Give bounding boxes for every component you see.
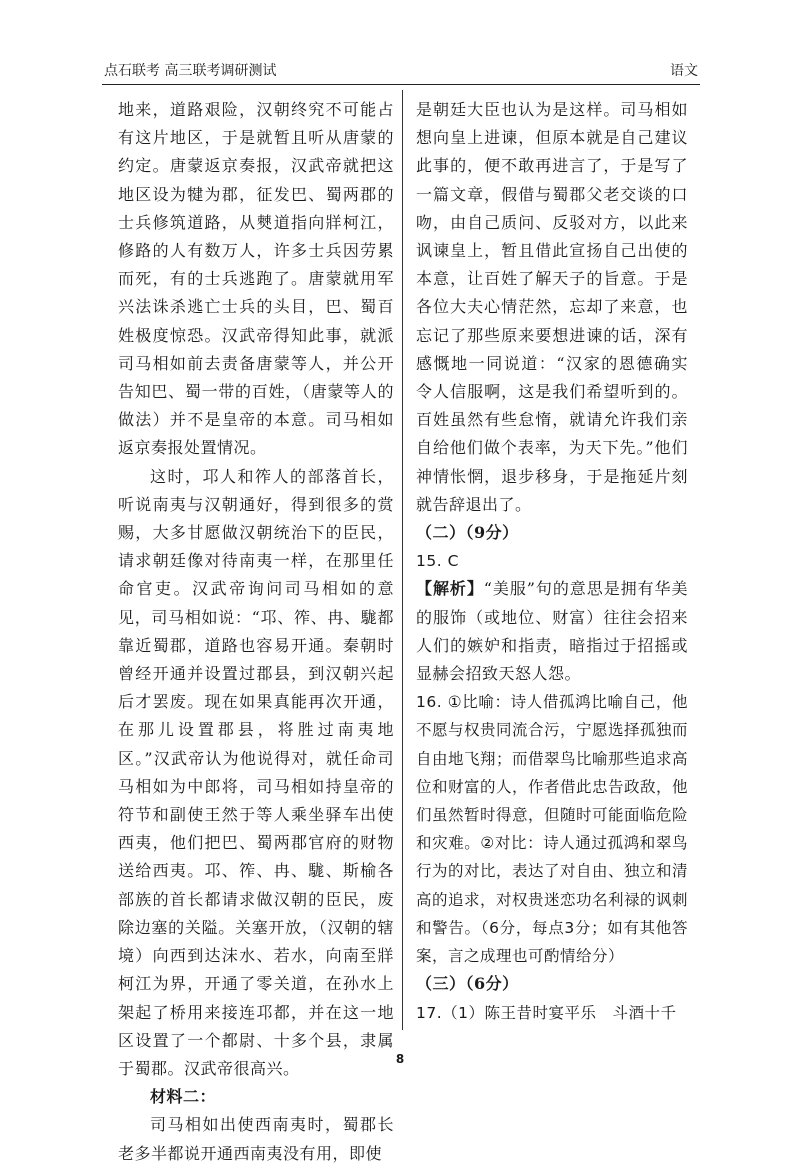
- answer-16: 16. ①比喻：诗人借孤鸿比喻自己，他不愿与权贵同流合污，宁愿选择孤独而自由地飞翔；而借翠鸟比喻那些追求高位和财富的人，作者借此忠告政敌，他们虽然暂时得意，但随时可能面临危险和灾难。②对比：诗人通过孤鸿和翠鸟行为的对比，表达了对自由、独立和清高的追求，对权贵迷恋功名利禄的讽刺和警告。（6分，每点3分；如有其他答案，言之成理也可酌情给分）: [416, 693, 689, 966]
- paragraph: 这时，邛人和筰人的部落首长，听说南夷与汉朝通好，得到很多的赏赐，大多甘愿做汉朝统治下的臣民，请求朝廷像对待南夷一样，在那里任命官吏。汉武帝询问司马相如的意见，司马相如说：“邛、筰、冉、駹都靠近蜀郡，道路也容易开通。秦朝时曾经开通并设置过郡县，到汉朝兴起后才罢废。现在如果真能再次开通，在那儿设置郡县，将胜过南夷地区。”汉武帝认为他说得对，就任命司马相如为中郎将，司马相如持皇帝的符节和副使王然于等人乘坐驿车出使西夷，他们把巴、蜀两郡官府的财物送给西夷。邛、筰、冉、駹、斯榆各部族的首长都请求做汉朝的臣民，废除边塞的关隘。关塞开放，（汉朝的辖境）向西到达沫水、若水，向南至牂柯江为界，开通了零关道，在孙水上架起了桥用来接连邛都，并在这一地区设置了一个都尉、十多个县，隶属于蜀郡。汉武帝很高兴。: [118, 466, 394, 1078]
- page-header: [102, 58, 700, 85]
- answer-17: 17.（1）陈王昔时宴平乐 斗酒十千: [416, 1003, 677, 1022]
- material-heading: 材料二：: [150, 1087, 217, 1107]
- exam-title: 点石联考 高三联考调研测试: [104, 63, 277, 79]
- analysis-text: “美服”句的意思是拥有华美的服饰（或地位、财富）往往会招来人们的嫉妒和指责，暗指过于招摇或显赫会招致天怒人怨。: [416, 579, 688, 684]
- paragraph: 是朝廷大臣也认为是这样。司马相如想向皇上进谏，但原本就是自己建议此事的，便不敢再进言了，于是写了一篇文章，假借与蜀郡父老交谈的口吻，由自己质问、反驳对方，以此来讽谏皇上，暂且借此宣扬自己出使的本意，让百姓了解天子的旨意。于是各位大夫心情茫然，忘却了来意，也忘记了那些原来要想进谏的话，深有感慨地一同说道：“汉家的恩德确实令人信服啊，这是我们希望听到的。百姓虽然有些怠惰，就请允许我们亲自给他们做个表率，为天下先。”他们神情怅惘，退步移身，于是拖延片刻就告辞退出了。: [416, 100, 688, 514]
- page-number: 8: [395, 1052, 405, 1066]
- paragraph: 司马相如出使西南夷时，蜀郡长老多半都说开通西南夷没有用，即使: [118, 1115, 394, 1163]
- section-heading: （二）（9分）: [416, 523, 519, 543]
- analysis-tag: 【解析】: [416, 579, 484, 599]
- right-column: [416, 96, 688, 1027]
- subject-label: 语文: [670, 63, 698, 79]
- section-heading: （三）（6分）: [416, 974, 519, 994]
- paragraph: 地来，道路艰险，汉朝终究不可能占有这片地区，于是就暂且听从唐蒙的约定。唐蒙返京奏报，汉武帝就把这地区设为犍为郡，征发巴、蜀两郡的士兵修筑道路，从僰道指向牂柯江，修路的人有数万人，许多士兵因劳累而死，有的士兵逃跑了。唐蒙就用军兴法诛杀逃亡士兵的头目，巴、蜀百姓极度惊恐。汉武帝得知此事，就派司马相如前去责备唐蒙等人，并公开告知巴、蜀一带的百姓，（唐蒙等人的做法）并不是皇帝的本意。司马相如返京奏报处置情况。: [118, 100, 394, 458]
- column-divider: [402, 90, 403, 1030]
- analysis-15: [416, 575, 688, 688]
- answer-15: 15. C: [416, 552, 459, 571]
- left-column: [118, 96, 394, 1168]
